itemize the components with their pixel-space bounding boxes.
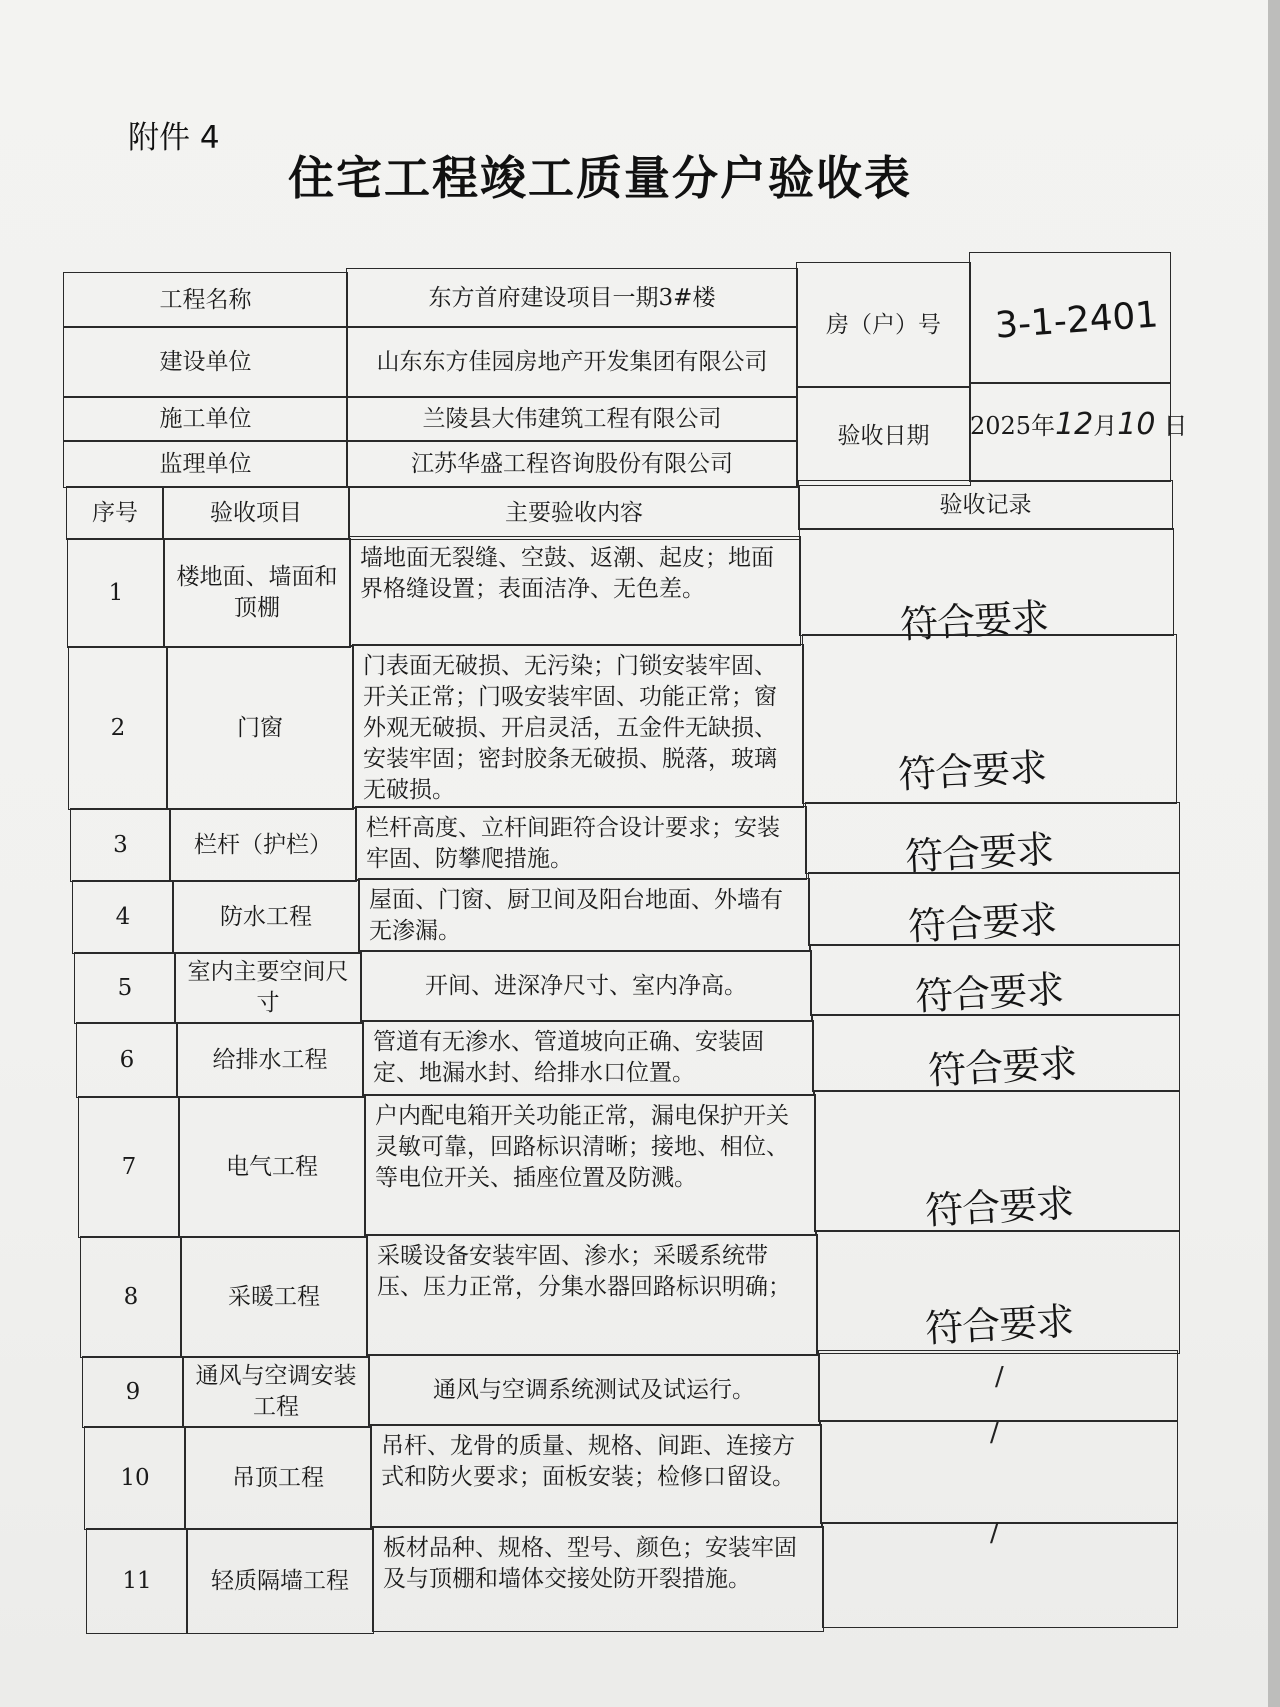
row-4-no: 4 [72, 880, 174, 954]
row-11-record-cell [822, 1522, 1178, 1628]
contractor: 兰陵县大伟建筑工程有限公司 [346, 396, 798, 442]
row-8-no: 8 [80, 1236, 182, 1358]
row-3-record: 符合要求 [904, 827, 1055, 879]
date-month-printed: 月 [1093, 412, 1118, 440]
row-10-item: 吊顶工程 [184, 1426, 372, 1530]
date-month-handwritten: 12 [1055, 407, 1094, 442]
row-10-record: / [990, 1418, 999, 1448]
date-label: 验收日期 [796, 386, 971, 486]
row-9-no: 9 [82, 1356, 184, 1428]
row-6-content: 管道有无渗水、管道坡向正确、安装固定、地漏水封、给排水口位置。 [362, 1020, 814, 1096]
row-7-record: 符合要求 [924, 1181, 1075, 1233]
row-1-content: 墙地面无裂缝、空鼓、返潮、起皮；地面界格缝设置；表面洁净、无色差。 [349, 536, 801, 646]
supervisor-label: 监理单位 [63, 440, 348, 488]
row-9-content: 通风与空调系统测试及试运行。 [368, 1354, 820, 1426]
builder-label: 建设单位 [63, 326, 348, 398]
date-day-printed: 日 [1163, 412, 1188, 440]
project-name: 东方首府建设项目一期3#楼 [346, 268, 798, 328]
column-header-record: 验收记录 [798, 480, 1173, 530]
row-11-item: 轻质隔墙工程 [186, 1528, 374, 1634]
row-6-record: 符合要求 [927, 1041, 1078, 1093]
row-9-record: / [995, 1362, 1004, 1392]
row-4-item: 防水工程 [172, 880, 360, 954]
row-5-record: 符合要求 [914, 967, 1065, 1019]
row-9-item: 通风与空调安装工程 [182, 1356, 370, 1428]
row-3-no: 3 [70, 808, 171, 882]
row-1-item: 楼地面、墙面和顶棚 [163, 538, 351, 648]
row-6-item: 给排水工程 [176, 1022, 364, 1098]
row-11-record: / [990, 1518, 999, 1548]
row-4-content: 屋面、门窗、厨卫间及阳台地面、外墙有无渗漏。 [358, 878, 810, 952]
row-1-no: 1 [67, 538, 165, 648]
row-2-record: 符合要求 [897, 745, 1048, 797]
date-year: 2025年 [970, 412, 1056, 440]
row-7-content: 户内配电箱开关功能正常，漏电保护开关灵敏可靠，回路标识清晰；接地、相位、等电位开关、插座位置及防溅。 [364, 1094, 816, 1236]
row-3-item: 栏杆（护栏） [169, 808, 357, 882]
row-3-content: 栏杆高度、立杆间距符合设计要求；安装牢固、防攀爬措施。 [355, 806, 807, 880]
date-cell [969, 382, 1188, 482]
row-11-content: 板材品种、规格、型号、颜色；安装牢固及与顶棚和墙体交接处防开裂措施。 [372, 1526, 824, 1632]
date-day-handwritten: 10 [1117, 407, 1156, 442]
row-8-item: 采暖工程 [180, 1236, 368, 1358]
row-7-no: 7 [78, 1096, 180, 1238]
row-11-no: 11 [86, 1528, 188, 1634]
row-4-record: 符合要求 [907, 897, 1058, 949]
form-title: 住宅工程竣工质量分户验收表 [288, 151, 912, 205]
builder: 山东东方佳园房地产开发集团有限公司 [346, 326, 798, 398]
column-header-no: 序号 [66, 486, 164, 540]
row-8-content: 采暖设备安装牢固、渗水；采暖系统带压、压力正常，分集水器回路标识明确； [366, 1234, 818, 1356]
row-6-no: 6 [76, 1022, 178, 1098]
row-2-item: 门窗 [166, 646, 354, 810]
row-2-no: 2 [68, 646, 168, 810]
row-7-item: 电气工程 [178, 1096, 366, 1238]
row-10-content: 吊杆、龙骨的质量、规格、间距、连接方式和防火要求；面板安装；检修口留设。 [370, 1424, 822, 1528]
row-5-item: 室内主要空间尺寸 [174, 952, 362, 1024]
project-name-label: 工程名称 [63, 272, 348, 328]
row-8-record: 符合要求 [924, 1299, 1075, 1351]
column-header-item: 验收项目 [162, 486, 350, 540]
row-5-content: 开间、进深净尺寸、室内净高。 [360, 950, 812, 1022]
unit-no-label: 房（户）号 [796, 262, 971, 388]
row-10-no: 10 [84, 1426, 186, 1530]
row-5-no: 5 [74, 952, 176, 1024]
row-10-record-cell [820, 1420, 1178, 1524]
unit-no-handwritten: 3-1-2401 [993, 294, 1160, 347]
row-2-content: 门表面无破损、无污染；门锁安装牢固、开关正常；门吸安装牢固、功能正常；窗外观无破损、开启灵活，五金件无缺损、 安装牢固；密封胶条无破损、脱落，玻璃无破损。 [352, 644, 804, 808]
row-1-record: 符合要求 [899, 595, 1050, 647]
attachment-label: 附件 4 [128, 120, 220, 156]
column-header-content: 主要验收内容 [348, 486, 800, 540]
supervisor: 江苏华盛工程咨询股份有限公司 [346, 440, 798, 488]
page-edge [1268, 0, 1280, 1707]
contractor-label: 施工单位 [63, 396, 348, 442]
